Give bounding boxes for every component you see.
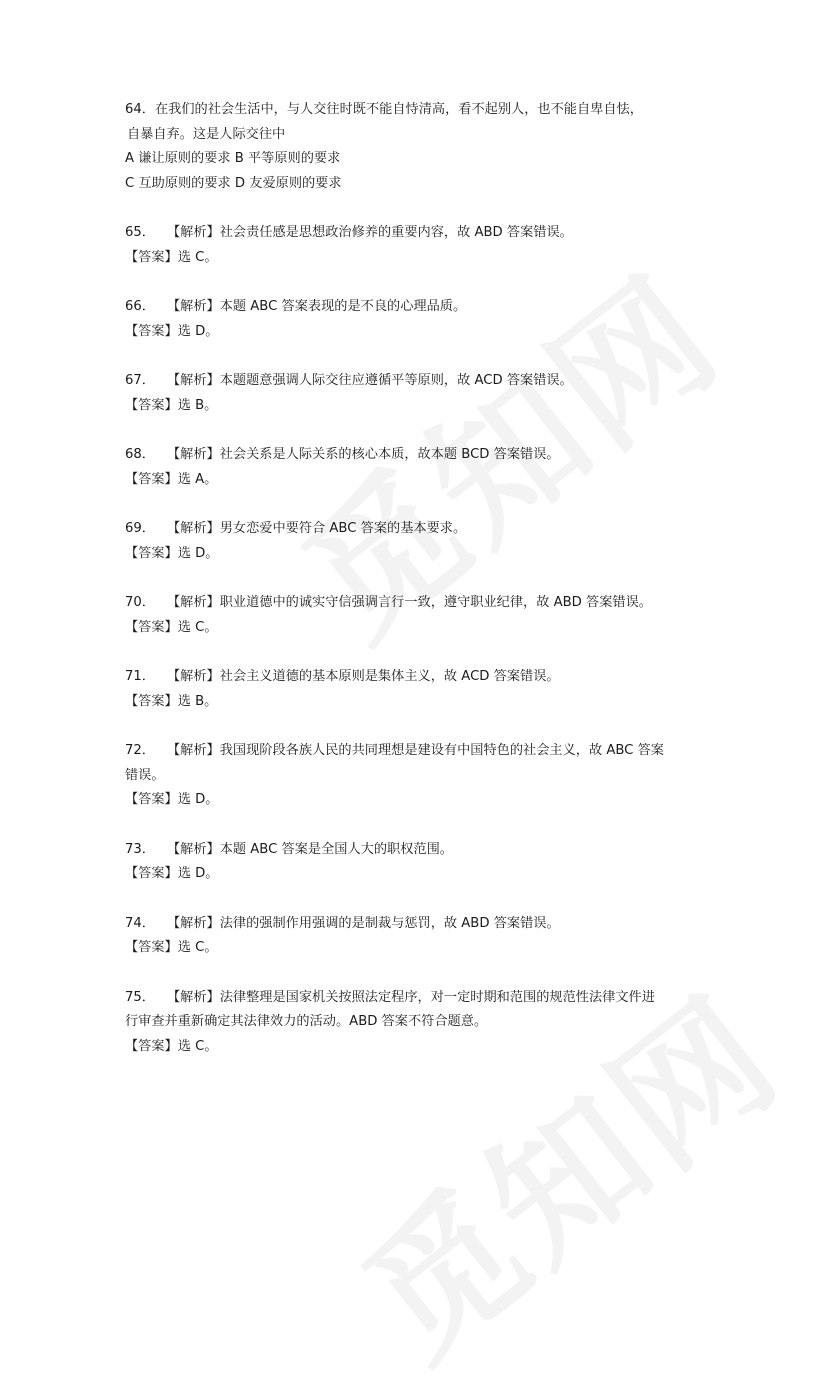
answer-item [125,665,715,714]
item-number: 66． [125,299,155,314]
analysis-text: 【解析】我国现阶段各族人民的共同理想是建设有中国特色的社会主义，故 ABC 答案 [166,743,664,758]
answer-line: 【答案】选 C。 [125,249,218,265]
answer-line: 【答案】选 B。 [125,693,218,709]
item-number: 68． [125,447,155,462]
answer-line: 【答案】选 C。 [125,940,218,955]
analysis-line [125,517,715,542]
analysis-continuation: 行审查并重新确定其法律效力的活动。ABD 答案不符合题意。 [125,1014,488,1029]
analysis-line [125,838,715,863]
answer-item [125,295,715,344]
answer-item [125,221,715,270]
analysis-text: 【解析】本题 ABC 答案是全国人大的职权范围。 [166,841,453,857]
analysis-line [125,912,715,937]
item-number: 69． [125,521,155,536]
analysis-line [125,369,715,394]
answer-item [125,369,715,418]
item-number: 72． [125,743,155,758]
answer-line: 【答案】选 C。 [125,1038,218,1054]
analysis-text: 【解析】社会责任感是思想政治修养的重要内容，故 ABD 答案错误。 [166,225,573,240]
question-64 [125,98,715,196]
question-text: 64．在我们的社会生活中，与人交往时既不能自恃清高，看不起别人，也不能自卑自怯， [125,102,643,117]
answer-line: 【答案】选 C。 [125,619,218,635]
question-options: C 互助原则的要求 D 友爱原则的要求 [125,175,342,191]
analysis-text: 【解析】本题 ABC 答案表现的是不良的心理品质。 [166,299,467,314]
answer-line: 【答案】选 D。 [125,323,219,339]
question-text: 自暴自弃。这是人际交往中 [127,126,286,142]
analysis-line [125,986,715,1011]
answer-line: 【答案】选 D。 [125,545,219,561]
analysis-text: 【解析】男女恋爱中要符合 ABC 答案的基本要求。 [166,521,467,536]
item-number: 70． [125,595,155,610]
answer-item [125,443,715,492]
answer-line: 【答案】选 D。 [125,866,219,881]
analysis-text: 【解析】法律整理是国家机关按照法定程序，对一定时期和范围的规范性法律文件进 [166,989,655,1005]
analysis-text: 【解析】职业道德中的诚实守信强调言行一致，遵守职业纪律，故 ABD 答案错误。 [166,595,652,610]
item-number: 71． [125,669,155,684]
analysis-text: 【解析】社会关系是人际关系的核心本质，故本题 BCD 答案错误。 [166,447,560,462]
answer-item [125,739,715,813]
answer-line: 【答案】选 D。 [125,792,219,807]
item-number: 74． [125,915,155,931]
item-number: 75． [125,989,155,1005]
analysis-line [125,221,715,246]
answer-line: 【答案】选 A。 [125,471,218,487]
answer-line: 【答案】选 B。 [125,397,218,413]
answer-list [125,221,715,1059]
analysis-line [125,443,715,468]
analysis-text: 【解析】社会主义道德的基本原则是集体主义，故 ACD 答案错误。 [166,669,560,684]
analysis-text: 【解析】本题题意强调人际交往应遵循平等原则，故 ACD 答案错误。 [166,373,573,388]
item-number: 65． [125,225,155,240]
item-number: 73． [125,841,155,857]
analysis-line [125,591,715,616]
question-options: A 谦让原则的要求 B 平等原则的要求 [125,151,341,166]
analysis-continuation: 错误。 [125,767,165,783]
item-number: 67． [125,373,155,388]
analysis-line [125,295,715,320]
analysis-line [125,739,715,764]
analysis-line [125,665,715,690]
answer-item [125,838,715,887]
answer-item [125,986,715,1060]
document-content [125,98,715,1084]
answer-item [125,912,715,961]
answer-item [125,591,715,640]
analysis-text: 【解析】法律的强制作用强调的是制裁与惩罚，故 ABD 答案错误。 [166,915,560,931]
answer-item [125,517,715,566]
